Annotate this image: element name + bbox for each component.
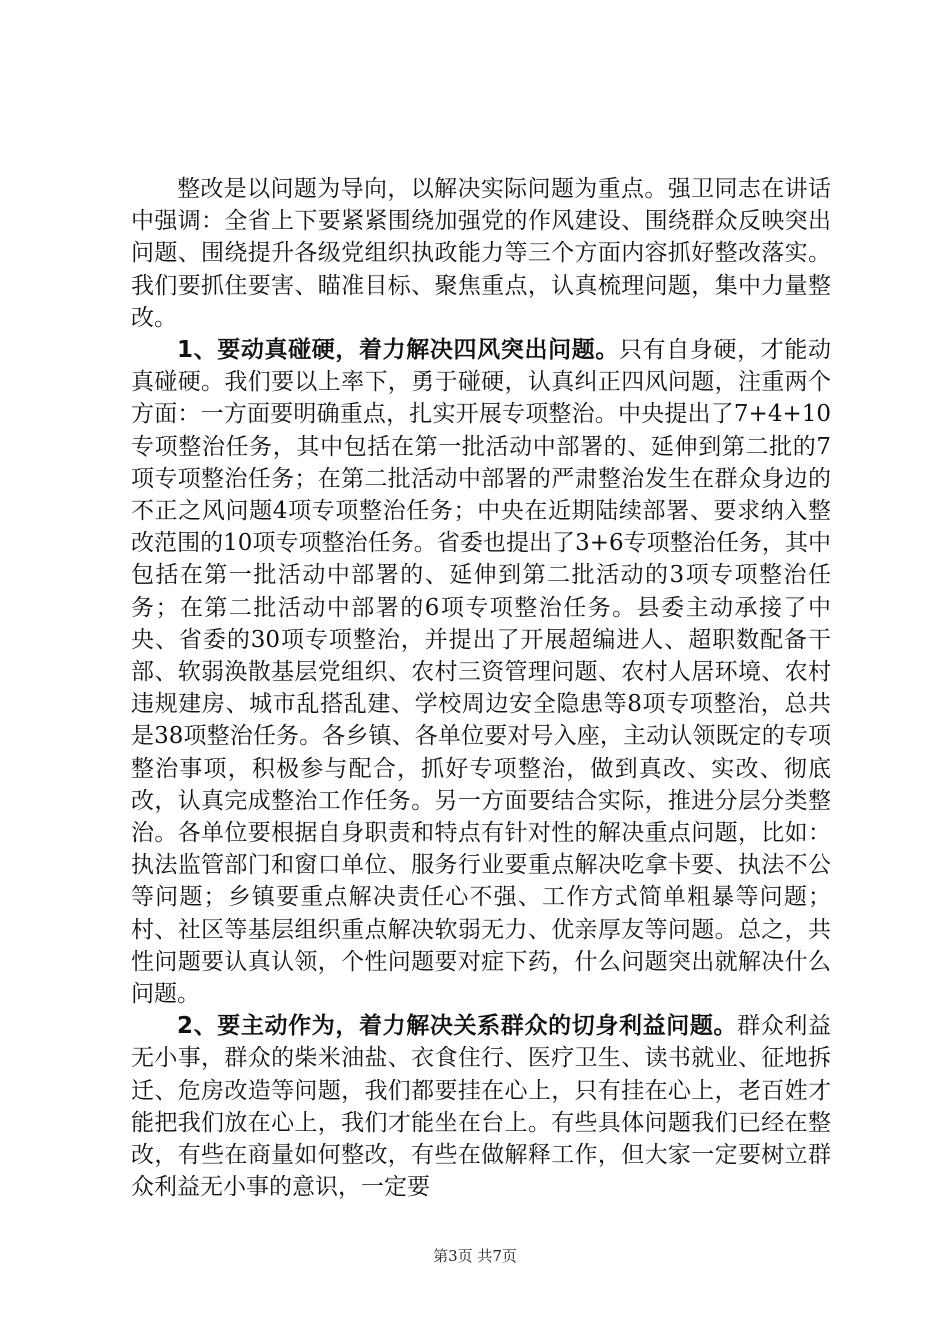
paragraph-point-1: [131, 334, 831, 1010]
paragraph-point-2-text: 群众利益无小事，群众的柴米油盐、衣食住行、医疗卫生、读书就业、征地拆迁、危房改造等问题，我们都要挂在心上，只有挂在心上，老百姓才能把我们放在心上，我们才能坐在台上。有些具体问题我们已经在整改，有些在商量如何整改，有些在做解释工作，但大家一定要树立群众利益无小事的意识，一定要: [131, 1013, 831, 1201]
page-footer: [0, 1245, 950, 1266]
page-number-label: 第3页 共7页: [433, 1247, 517, 1265]
paragraph-intro-text: 整改是以问题为导向，以解决实际问题为重点。强卫同志在讲话中强调：全省上下要紧紧围绕加强党的作风建设、围绕群众反映突出问题、围绕提升各级党组织执政能力等三个方面内容抓好整改落实。我们要抓住要害、瞄准目标、聚焦重点，认真梳理问题，集中力量整改。: [131, 176, 831, 331]
paragraph-point-1-heading: 1、要动真碰硬，着力解决四风突出问题。: [177, 337, 619, 364]
document-body: [131, 173, 831, 1204]
paragraph-point-2-heading: 2、要主动作为，着力解决关系群众的切身利益问题。: [177, 1013, 738, 1040]
paragraph-point-1-text: 只有自身硬，才能动真碰硬。我们要以上率下，勇于碰硬，认真纠正四风问题，注重两个方面：一方面要明确重点，扎实开展专项整治。中央提出了7+4+10专项整治任务，其中包括在第一批活动中部署的、延伸到第二批的7项专项整治任务；在第二批活动中部署的严肃整治发生在群众身边的不正之风问题4项专项整治任务；中央在近期陆续部署、要求纳入整改范围的10项专项整治任务。省委也提出了3+6专项整治任务，其中包括在第一批活动中部署的、延伸到第二批活动的3项专项整治任务；在第二批活动中部署的6项专项整治任务。县委主动承接了中央、省委的30项专项整治，并提出了开展超编进人、超职数配备干部、软弱涣散基层党组织、农村三资管理问题、农村人居环境、农村违规建房、城市乱搭乱建、学校周边安全隐患等8项专项整治，总共是38项整治任务。各乡镇、各单位要对号入座，主动认领既定的专项整治事项，积极参与配合，抓好专项整治，做到真改、实改、彻底改，认真完成整治工作任务。另一方面要结合实际，推进分层分类整治。各单位要根据自身职责和特点有针对性的解决重点问题，比如：执法监管部门和窗口单位、服务行业要重点解决吃拿卡要、执法不公等问题；乡镇要重点解决责任心不强、工作方式简单粗暴等问题；村、社区等基层组织重点解决软弱无力、优亲厚友等问题。总之，共性问题要认真认领，个性问题要对症下药，什么问题突出就解决什么问题。: [131, 337, 832, 1008]
paragraph-intro: [131, 173, 831, 334]
paragraph-point-2: [131, 1010, 831, 1203]
